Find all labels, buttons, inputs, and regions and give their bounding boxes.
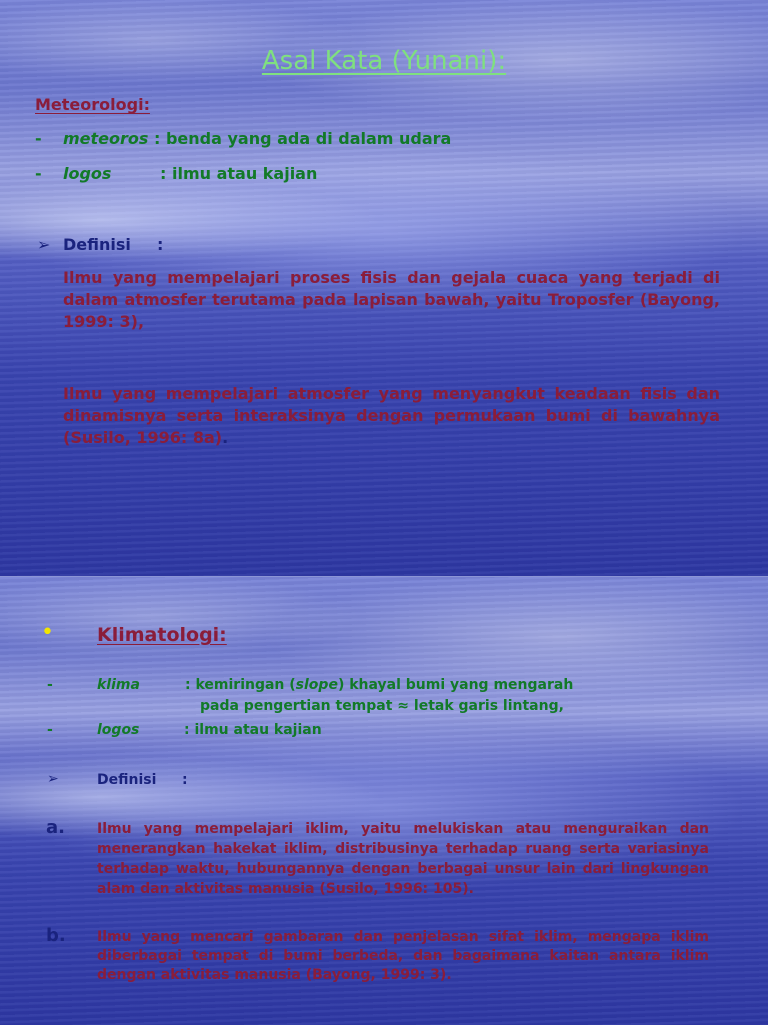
definition-paragraph-1: Ilmu yang mempelajari proses fisis dan gejala cuaca yang terjadi di dalam atmosfer terutama pada lapisan bawah, yaitu Troposfer (Bayong, 1999: 3),	[63, 268, 720, 331]
definisi-label: Definisi	[97, 772, 157, 788]
term-logos: logos	[97, 722, 140, 738]
klima-definition-italic: slope	[295, 677, 338, 693]
term-dash: -	[35, 164, 42, 183]
term-row-meteoros	[63, 129, 451, 148]
term-dash: -	[47, 677, 53, 693]
definisi-colon: :	[157, 235, 164, 254]
klima-definition-post: ) khayal bumi yang mengarah	[337, 677, 574, 693]
term-logos: logos	[63, 164, 112, 183]
definition-paragraph-2	[63, 383, 720, 449]
item-marker-a: a.	[46, 817, 65, 838]
definisi-colon: :	[182, 772, 188, 788]
term-klima-definition-line2: pada pengertian tempat ≈ letak garis lintang,	[200, 698, 564, 714]
arrow-bullet-icon: ➢	[37, 235, 51, 254]
meteorologi-subtitle: Meteorologi:	[35, 95, 150, 114]
definition-paragraph-2-text: Ilmu yang mempelajari atmosfer yang menyangkut keadaan fisis dan dinamisnya serta interaksinya dengan permukaan bumi di bawahnya (Susilo, 1996: 8a)	[63, 384, 720, 447]
klimatologi-title: Klimatologi:	[97, 624, 227, 646]
term-meteoros: meteoros	[63, 129, 149, 148]
yellow-bullet-icon: •	[41, 620, 54, 645]
klima-definition-pre: : kemiringan (	[185, 677, 296, 693]
arrow-bullet-icon: ➢	[47, 771, 59, 787]
term-logos-definition: : ilmu atau kajian	[160, 164, 318, 183]
definition-item-b: Ilmu yang mencari gambaran dan penjelasan sifat iklim, mengapa iklim diberbagai tempat di bumi berbeda, dan bagaimana kaitan antara iklim dengan aktivitas manusia (Bayong, 1999: 3).	[97, 929, 709, 983]
term-klima-definition	[185, 677, 573, 693]
term-meteoros-definition: : benda yang ada di dalam udara	[148, 129, 452, 148]
definition-item-a: Ilmu yang mempelajari iklim, yaitu melukiskan atau menguraikan dan menerangkan hakekat iklim, distribusinya terhadap ruang serta variasinya terhadap waktu, hubungannya dengan berbagai unsur lain dari lingkungan alam dan aktivitas manusia (Susilo, 1996: 105).	[97, 821, 709, 897]
definition-paragraph-2-end: .	[222, 428, 229, 447]
term-logos-definition: : ilmu atau kajian	[184, 722, 322, 738]
term-dash: -	[47, 722, 53, 738]
item-marker-b: b.	[46, 925, 66, 946]
slide1-title: Asal Kata (Yunani):	[261, 46, 507, 76]
slide-klimatologi	[0, 576, 768, 1025]
term-dash: -	[35, 129, 42, 148]
definisi-label: Definisi	[63, 235, 131, 254]
term-klima: klima	[97, 677, 140, 693]
